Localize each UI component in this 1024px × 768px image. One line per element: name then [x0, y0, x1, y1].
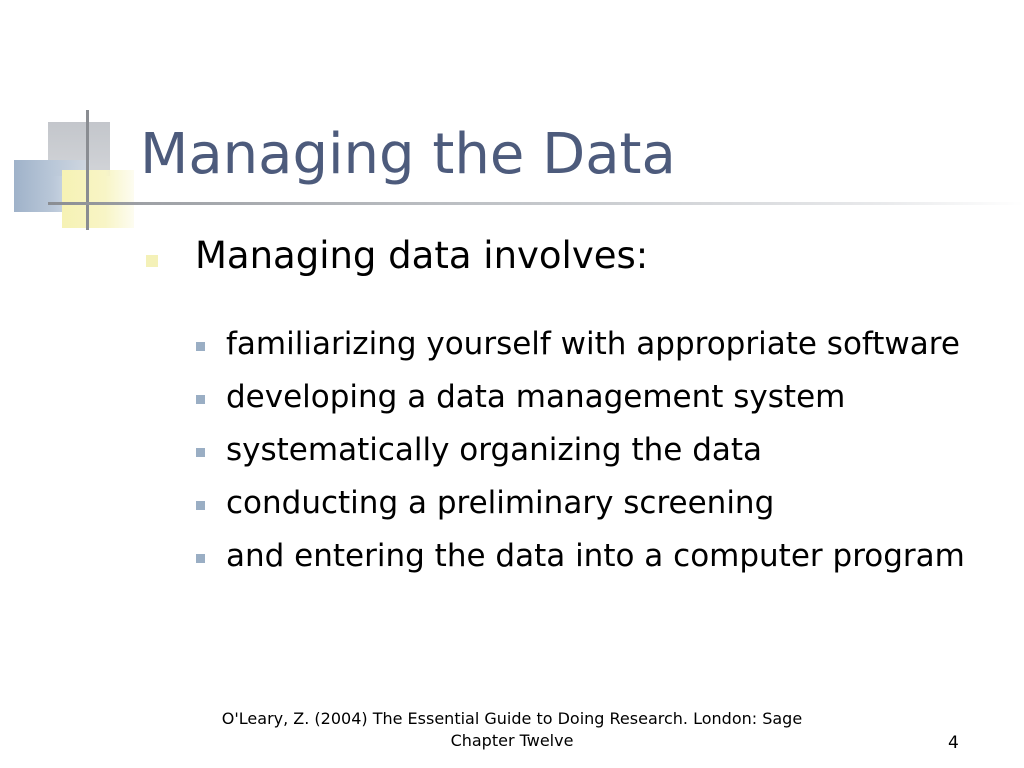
list-item [196, 324, 996, 365]
list-item [196, 377, 996, 418]
list-item [196, 430, 996, 471]
page-number: 4 [948, 733, 959, 753]
sub-bullet-text: familiarizing yourself with appropriate software [226, 326, 960, 362]
title-underline [48, 202, 1024, 205]
sub-bullet-text: and entering the data into a computer program [226, 538, 965, 574]
square-bullet-icon [196, 554, 205, 563]
list-item [196, 536, 996, 577]
footer-citation: O'Leary, Z. (2004) The Essential Guide to Doing Research. London: Sage [221, 709, 803, 728]
sub-bullet-text: developing a data management system [226, 379, 846, 415]
main-bullet-text: Managing data involves: [195, 234, 649, 277]
footer-chapter: Chapter Twelve [450, 731, 574, 750]
square-bullet-icon [146, 255, 158, 267]
slide-title: Managing the Data [140, 122, 676, 187]
footer-reference [180, 708, 844, 752]
sub-bullet-text: systematically organizing the data [226, 432, 763, 468]
sub-bullet-text: conducting a preliminary screening [226, 485, 775, 521]
square-bullet-icon [196, 342, 205, 351]
square-bullet-icon [196, 501, 205, 510]
square-bullet-icon [196, 448, 205, 457]
square-bullet-icon [196, 395, 205, 404]
decorative-yellow-square [62, 170, 134, 228]
decorative-vertical-line [86, 110, 89, 230]
sub-bullet-list [196, 324, 996, 589]
list-item [196, 483, 996, 524]
